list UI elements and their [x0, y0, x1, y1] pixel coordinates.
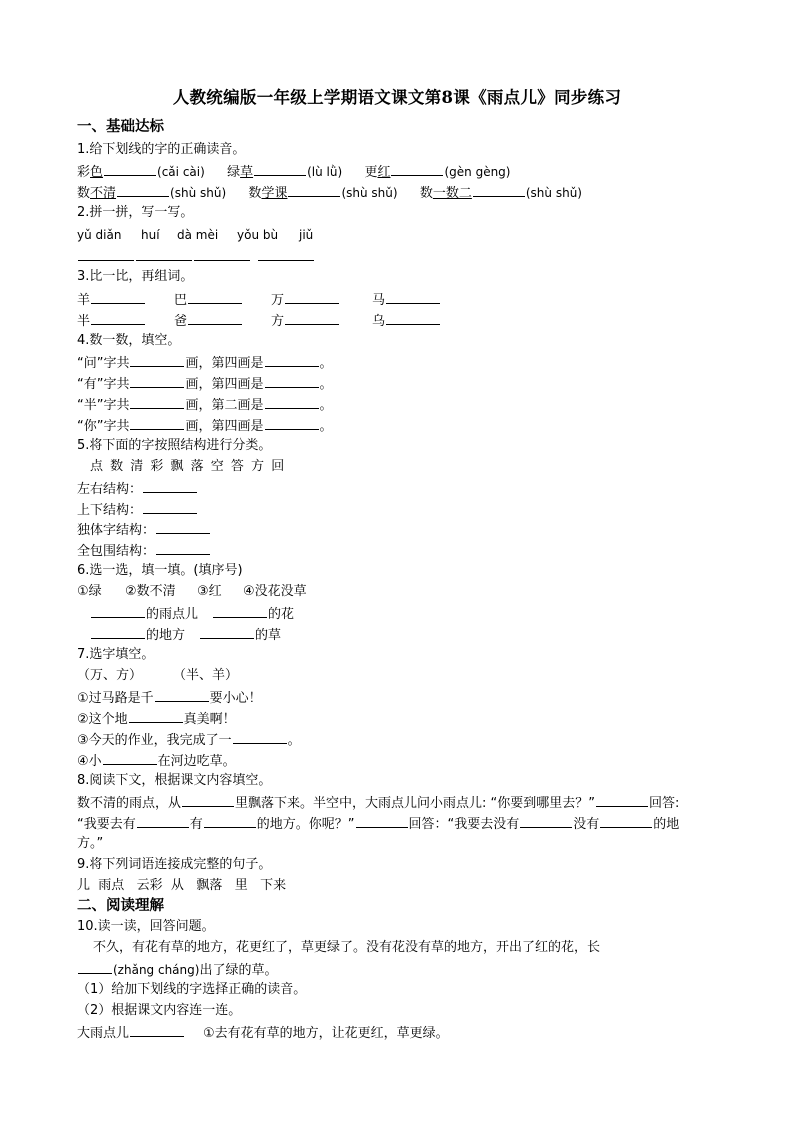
q8-passage-line-2: “我要去有 有 的地方。你呢？” 回答：“我要去没有 没有 的地 — [77, 814, 679, 834]
q3-row-2: 半 爸 方 乌 — [77, 311, 441, 331]
answer-blank[interactable] — [386, 290, 440, 304]
answer-blank[interactable] — [285, 311, 339, 325]
answer-blank[interactable] — [91, 625, 145, 639]
q1-prompt: 1.给下划线的字的正确读音。 — [77, 142, 246, 157]
answer-blank[interactable] — [137, 814, 189, 828]
answer-blank[interactable] — [265, 416, 319, 430]
answer-blank[interactable] — [130, 353, 184, 367]
answer-blank[interactable] — [288, 183, 340, 197]
answer-blank[interactable] — [520, 814, 572, 828]
q5-category: 左右结构： — [77, 479, 198, 499]
q10-sub-question-1: （1）给加下划线的字选择正确的读音。 — [77, 982, 307, 997]
q3-prompt: 3.比一比，再组词。 — [77, 269, 194, 284]
answer-blank[interactable] — [213, 604, 267, 618]
answer-blank[interactable] — [130, 1023, 184, 1037]
section-basic-heading: 一、基础达标 — [77, 119, 164, 135]
q5-category: 上下结构： — [77, 500, 198, 520]
q2-blank-row — [77, 247, 315, 267]
answer-blank[interactable] — [103, 751, 157, 765]
answer-blank[interactable] — [130, 416, 184, 430]
answer-blank[interactable] — [386, 311, 440, 325]
q10-sub-question-2: （2）根据课文内容连一连。 — [77, 1003, 242, 1018]
answer-blank[interactable] — [265, 395, 319, 409]
q7-item: ①过马路是千 要小心！ — [77, 688, 262, 708]
answer-blank[interactable] — [200, 625, 254, 639]
q8-passage-line-3: 方。” — [77, 836, 104, 851]
q5-category: 全包围结构： — [77, 541, 211, 561]
q8-prompt: 8.阅读下文，根据课文内容填空。 — [77, 773, 272, 788]
answer-blank[interactable] — [104, 162, 156, 176]
q4-row: “有”字共 画，第四画是 。 — [77, 374, 333, 394]
answer-blank[interactable] — [188, 311, 242, 325]
q10-passage-line-2: (zhǎng cháng)出了绿的草。 — [77, 960, 277, 980]
answer-blank[interactable] — [91, 604, 145, 618]
answer-blank[interactable] — [473, 183, 525, 197]
answer-blank[interactable] — [136, 247, 192, 261]
answer-blank[interactable] — [117, 183, 169, 197]
q5-prompt: 5.将下面的字按照结构进行分类。 — [77, 438, 272, 453]
q6-options: ①绿 ②数不清 ③红 ④没花没草 — [77, 584, 307, 599]
q7-prompt: 7.选字填空。 — [77, 647, 155, 662]
page-title: 人教统编版一年级上学期语文课文第8课《雨点儿》同步练习 — [172, 88, 622, 107]
answer-blank[interactable] — [596, 793, 648, 807]
q6-prompt: 6.选一选，填一填。(填序号) — [77, 563, 243, 578]
q1-row-2: 数不清 (shù shǔ) 数学课 (shù shǔ) 数一数二 (shù shǔ) — [77, 183, 582, 203]
q3-row-1: 羊 巴 万 马 — [77, 290, 441, 310]
answer-blank[interactable] — [78, 960, 112, 974]
q10-prompt: 10.读一读，回答问题。 — [77, 919, 215, 934]
answer-blank[interactable] — [265, 374, 319, 388]
answer-blank[interactable] — [188, 290, 242, 304]
answer-blank[interactable] — [156, 541, 210, 555]
answer-blank[interactable] — [391, 162, 443, 176]
answer-blank[interactable] — [130, 374, 184, 388]
q6-fill-row: 的雨点儿 的花 — [90, 604, 294, 624]
q2-prompt: 2.拼一拼，写一写。 — [77, 205, 194, 220]
answer-blank[interactable] — [204, 814, 256, 828]
q7-item: ②这个地 真美啊！ — [77, 709, 236, 729]
answer-blank[interactable] — [356, 814, 408, 828]
answer-blank[interactable] — [600, 814, 652, 828]
q5-char-list: 点 数 清 彩 飘 落 空 答 方 回 — [90, 459, 285, 474]
answer-blank[interactable] — [182, 793, 234, 807]
q7-item: ④小 在河边吃草。 — [77, 751, 236, 771]
answer-blank[interactable] — [285, 290, 339, 304]
answer-blank[interactable] — [258, 247, 314, 261]
answer-blank[interactable] — [78, 247, 134, 261]
q9-prompt: 9.将下列词语连接成完整的句子。 — [77, 857, 272, 872]
answer-blank[interactable] — [155, 688, 209, 702]
answer-blank[interactable] — [233, 730, 287, 744]
answer-blank[interactable] — [156, 520, 210, 534]
answer-blank[interactable] — [91, 290, 145, 304]
q10-passage-line-1: 不久，有花有草的地方，花更红了，草更绿了。没有花没有草的地方，开出了红的花，长 — [93, 940, 601, 955]
answer-blank[interactable] — [143, 479, 197, 493]
q1-row-1: 彩色 (cǎi cài) 绿草 (lù lǜ) 更红 (gèn gèng) — [77, 162, 510, 182]
q2-pinyin-row: yǔ diǎn huí dà mèi yǒu bù jiǔ — [77, 228, 314, 242]
answer-blank[interactable] — [265, 353, 319, 367]
q4-row: “问”字共 画，第四画是 。 — [77, 353, 333, 373]
q6-fill-row: 的地方 的草 — [90, 625, 281, 645]
q7-item: ③今天的作业，我完成了一 。 — [77, 730, 301, 750]
q4-prompt: 4.数一数，填空。 — [77, 333, 181, 348]
q8-passage-line-1: 数不清的雨点，从 里飘落下来。半空中，大雨点儿问小雨点儿: “你要到哪里去？” 回答: — [77, 793, 679, 813]
answer-blank[interactable] — [129, 709, 183, 723]
q10-match-row: 大雨点儿 ①去有花有草的地方，让花更红，草更绿。 — [77, 1023, 449, 1043]
q4-row: “你”字共 画，第四画是 。 — [77, 416, 333, 436]
answer-blank[interactable] — [143, 500, 197, 514]
section-reading-heading: 二、阅读理解 — [77, 898, 164, 914]
q7-char-groups: （万、方） （半、羊） — [77, 668, 239, 683]
q4-row: “半”字共 画，第二画是 。 — [77, 395, 333, 415]
answer-blank[interactable] — [254, 162, 306, 176]
answer-blank[interactable] — [91, 311, 145, 325]
q9-word-list: 儿 雨点 云彩 从 飘落 里 下来 — [77, 878, 287, 893]
answer-blank[interactable] — [130, 395, 184, 409]
answer-blank[interactable] — [194, 247, 250, 261]
q5-category: 独体字结构： — [77, 520, 211, 540]
